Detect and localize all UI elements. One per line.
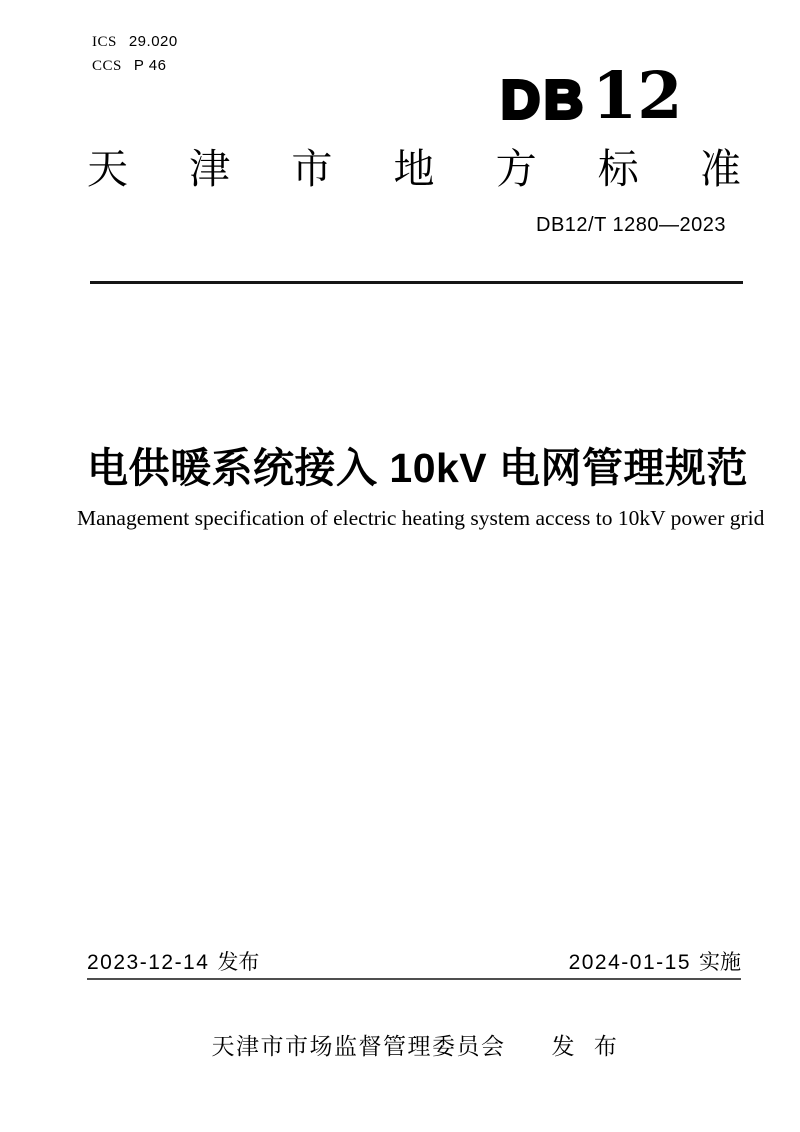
header-divider-rule (90, 281, 743, 284)
standard-category-char: 标 (597, 146, 639, 192)
ics-label: ICS (92, 34, 117, 50)
standard-category-char: 地 (393, 146, 435, 192)
publisher-name: 天津市市场监督管理委员会 (211, 1033, 506, 1059)
footer-divider-rule (87, 978, 741, 980)
ccs-value: P 46 (133, 57, 167, 74)
standard-category-char: 津 (189, 146, 231, 192)
standard-category-char: 准 (699, 146, 741, 192)
dates-row (87, 946, 741, 976)
publisher-row (87, 1028, 743, 1061)
ccs-code-line (92, 54, 178, 78)
document-title-chinese: 电供暖系统接入 10kV 电网管理规范 (87, 445, 749, 491)
document-number: DB12/T 1280—2023 (536, 214, 726, 236)
issue-date-block (87, 946, 259, 976)
ccs-label: CCS (92, 58, 122, 74)
db12-logo-db-letters: DB (501, 70, 587, 130)
standard-category-char: 天 (87, 146, 128, 192)
db12-logo (501, 58, 683, 134)
classification-codes (92, 30, 178, 78)
issue-date: 2023-12-14 (87, 951, 210, 974)
implementation-date: 2024-01-15 (568, 951, 691, 974)
implementation-date-label: 实施 (699, 951, 741, 974)
standard-category-char: 市 (291, 146, 333, 192)
issue-date-label: 发布 (217, 951, 260, 974)
ics-value: 29.020 (128, 33, 178, 50)
document-title-english: Management specification of electric heating system access to 10kV power grid (77, 506, 765, 530)
implementation-date-block (569, 946, 741, 976)
publisher-action-label: 发 布 (551, 1033, 619, 1059)
standard-category-title (87, 147, 741, 192)
db12-logo-number: 12 (592, 58, 683, 134)
page-content (77, 0, 765, 1132)
ics-code-line (92, 30, 178, 54)
standard-category-char: 方 (495, 146, 537, 192)
